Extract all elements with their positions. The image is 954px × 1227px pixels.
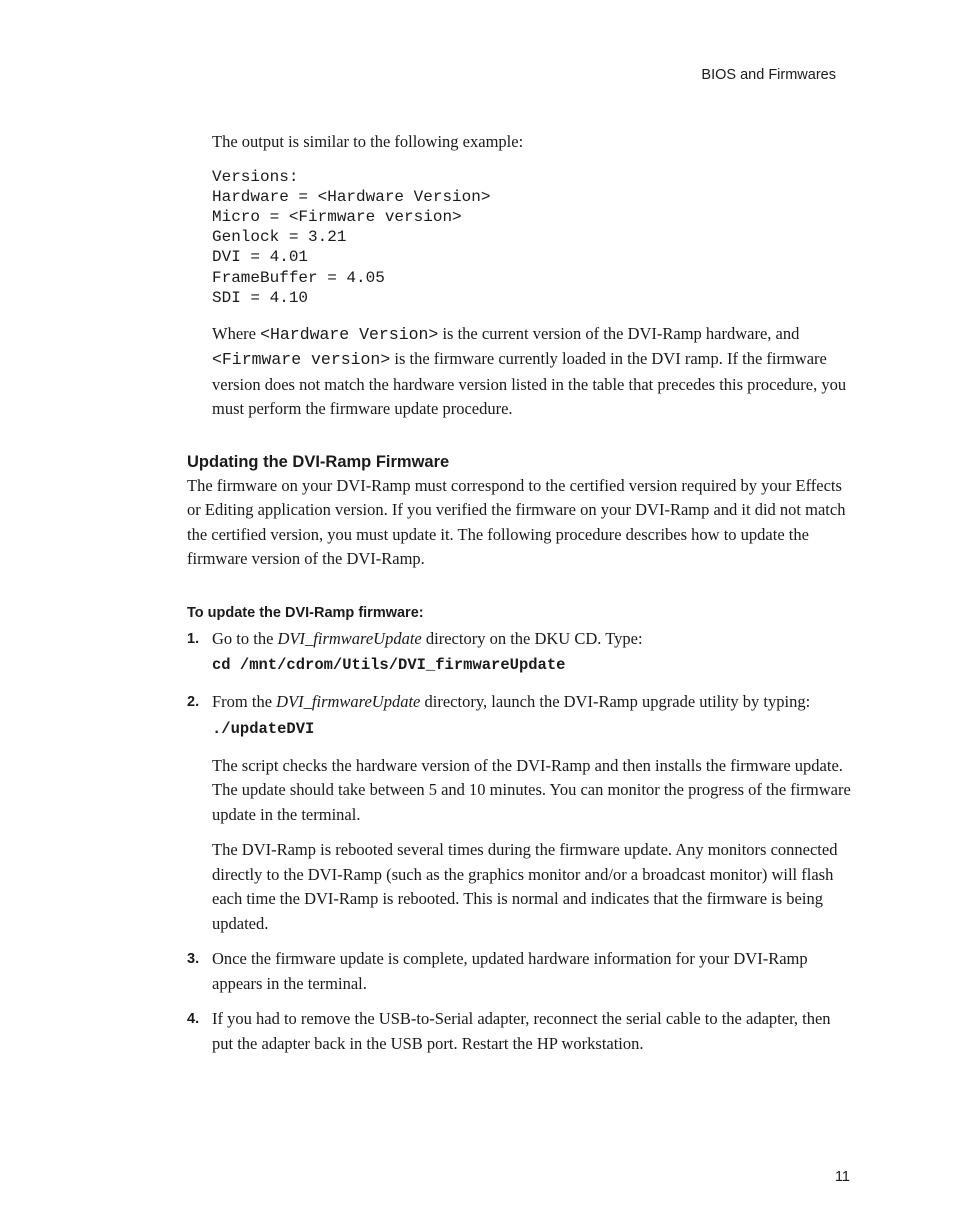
step-text-pre: Go to the [212,628,278,648]
firmware-version-code: <Firmware version> [212,350,391,370]
step-text [212,690,855,715]
step-number: 4. [187,1011,200,1028]
directory-name: DVI_firmwareUpdate [277,628,422,648]
procedure-step-3 [187,947,855,996]
where-middle: is the current version of the DVI-Ramp hardware, and [438,323,800,343]
running-header: BIOS and Firmwares [701,67,836,83]
step-text-post: directory on the DKU CD. Type: [421,628,643,648]
code-line: DVI = 4.01 [212,248,309,267]
step-paragraph: The script checks the hardware version of the DVI-Ramp and then installs the firmware update. The update should take between 5 and 10 minutes. You can monitor the progress of the firmware update in the terminal. [212,755,851,824]
code-line: Hardware = <Hardware Version> [212,187,491,206]
code-line: SDI = 4.10 [212,288,309,307]
page-content [187,130,855,1056]
procedure-step-4 [187,1007,855,1056]
cd-command: cd /mnt/cdrom/Utils/DVI_firmwareUpdate [212,656,566,675]
page-number: 11 [834,1169,850,1185]
procedure-step-1 [187,627,855,677]
step-text: Once the firmware update is complete, updated hardware information for your DVI-Ramp appears in the terminal. [212,949,808,993]
step-text: If you had to remove the USB-to-Serial adapter, reconnect the serial cable to the adapter, then put the adapter back in the USB port. Restart the HP workstation. [212,1009,831,1053]
output-intro [187,130,855,422]
step-paragraph: The DVI-Ramp is rebooted several times during the firmware update. Any monitors connected directly to the DVI-Ramp (such as the graphics monitor and/or a broadcast monitor) will flash each time the DVI-Ramp is rebooted. This is normal and indicates that the firmware is being updated. [212,840,838,933]
step-text [212,627,855,652]
code-line: FrameBuffer = 4.05 [212,268,385,287]
step-number: 3. [187,951,200,968]
step-number: 1. [187,630,200,647]
procedure-heading: To update the DVI-Ramp firmware: [187,604,424,621]
directory-name: DVI_firmwareUpdate [276,692,421,712]
update-command: ./updateDVI [212,719,315,738]
version-output-code [212,167,855,308]
where-paragraph [212,322,855,422]
procedure-step-2 [187,690,855,936]
step-text-post: directory, launch the DVI-Ramp upgrade utility by typing: [420,692,811,712]
where-rest: is the firmware currently loaded in the DVI ramp. If the firmware version does not match the hardware version listed in the table that precedes this procedure, you must perform the firmware update procedure. [212,349,847,419]
step-text-pre: From the [212,692,277,712]
code-line: Versions: [212,167,299,186]
section-body: The firmware on your DVI-Ramp must correspond to the certified version required by your Effects or Editing application version. If you verified the firmware on your DVI-Ramp and it did not match the certified version, you must update it. The following procedure describes how to update the firmware version of the DVI-Ramp. [187,475,846,569]
code-line: Micro = <Firmware version> [212,207,462,226]
code-line: Genlock = 3.21 [212,228,347,247]
output-text: The output is similar to the following example: [212,132,524,151]
step-number: 2. [187,694,200,711]
where-prefix: Where [212,323,261,343]
section-heading: Updating the DVI-Ramp Firmware [187,452,450,471]
hardware-version-code: <Hardware Version> [260,324,439,344]
